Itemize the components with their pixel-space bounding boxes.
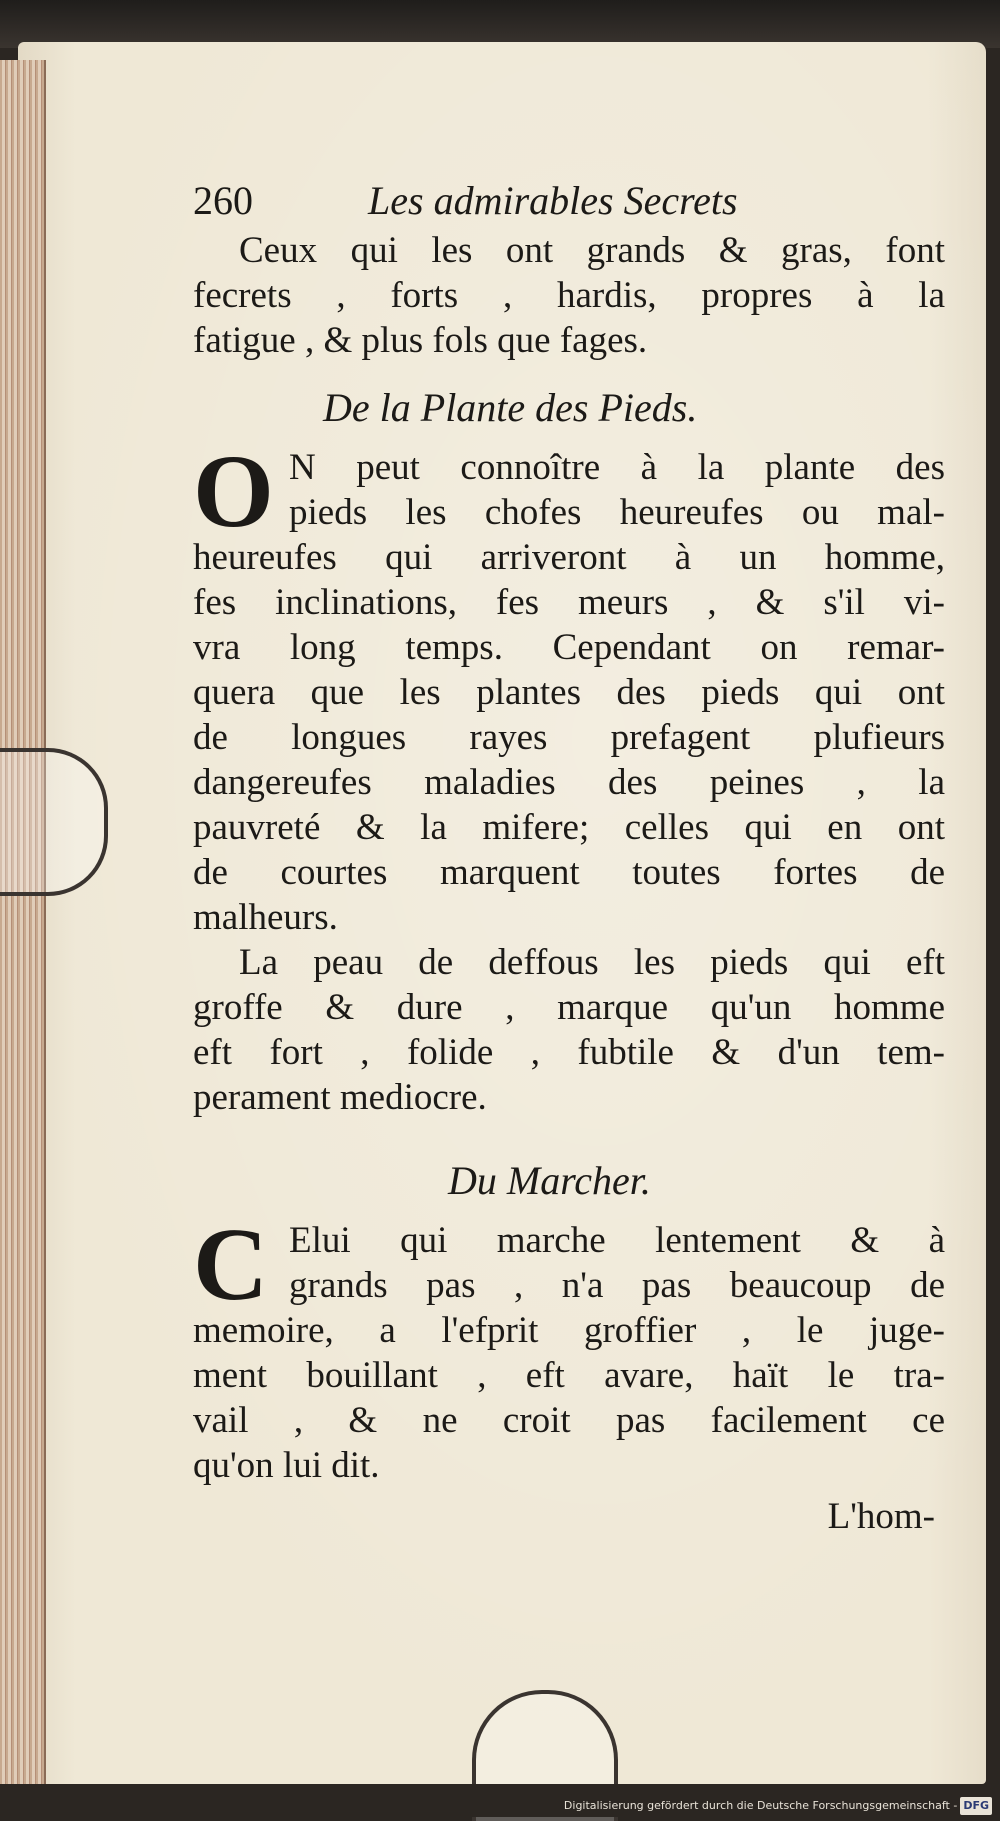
text-line: de longues rayes prefagent plufieurs — [193, 717, 945, 758]
text-line: fecrets , forts , hardis, propres à la — [193, 275, 945, 316]
section-heading: De la Plante des Pieds. — [323, 385, 698, 430]
text-line: memoire, a l'efprit groffier , le juge- — [193, 1310, 945, 1351]
page-header — [193, 178, 945, 228]
section-paragraph — [193, 1207, 945, 1488]
text-line: dangereufes maladies des peines , la — [193, 762, 945, 803]
left-page-clip — [0, 748, 108, 896]
dfg-logo: DFG — [960, 1797, 992, 1815]
page-number: 260 — [193, 178, 253, 223]
page-text — [193, 178, 945, 1539]
intro-paragraph — [193, 228, 945, 363]
catchword: L'hom- — [827, 1496, 935, 1537]
text-line: ment bouillant , eft avare, haït le tra- — [193, 1355, 945, 1396]
text-line: groffe & dure , marque qu'un homme — [193, 987, 945, 1028]
drop-cap: C — [193, 1207, 269, 1322]
text-line: perament mediocre. — [193, 1077, 487, 1118]
text-line: de courtes marquent toutes fortes de — [193, 852, 945, 893]
running-title: Les admirables Secrets — [368, 178, 738, 223]
page-edges — [0, 60, 46, 1784]
text-line: grands pas , n'a pas beaucoup de — [289, 1265, 945, 1306]
text-line: eft fort , folide , fubtile & d'un tem- — [193, 1032, 945, 1073]
text-line: fatigue , & plus fols que fages. — [193, 320, 648, 361]
drop-cap: O — [193, 434, 274, 549]
credit-text: Digitalisierung gefördert durch die Deutsche Forschungsgemeinschaft - — [563, 1799, 958, 1812]
section-heading: Du Marcher. — [448, 1158, 651, 1203]
scan-top-edge — [0, 0, 1000, 48]
digitization-credit — [564, 1797, 992, 1815]
text-line: malheurs. — [193, 897, 338, 938]
text-line: qu'on lui dit. — [193, 1445, 380, 1486]
text-line: heureufes qui arriveront à un homme, — [193, 537, 945, 578]
text-line: Elui qui marche lentement & à — [289, 1220, 945, 1261]
text-line: pauvreté & la mifere; celles qui en ont — [193, 807, 945, 848]
text-line: pieds les chofes heureufes ou mal- — [289, 492, 945, 533]
text-line: Ceux qui les ont grands & gras, font — [239, 230, 945, 271]
section-paragraph — [193, 434, 945, 940]
text-line: vail , & ne croit pas facilement ce — [193, 1400, 945, 1441]
text-line: fes inclinations, fes meurs , & s'il vi- — [193, 582, 945, 623]
text-line: La peau de deffous les pieds qui eft — [239, 942, 945, 983]
text-line: N peut connoître à la plante des — [289, 447, 945, 488]
text-line: quera que les plantes des pieds qui ont — [193, 672, 945, 713]
section-paragraph — [193, 940, 945, 1120]
text-line: vra long temps. Cependant on remar- — [193, 627, 945, 668]
